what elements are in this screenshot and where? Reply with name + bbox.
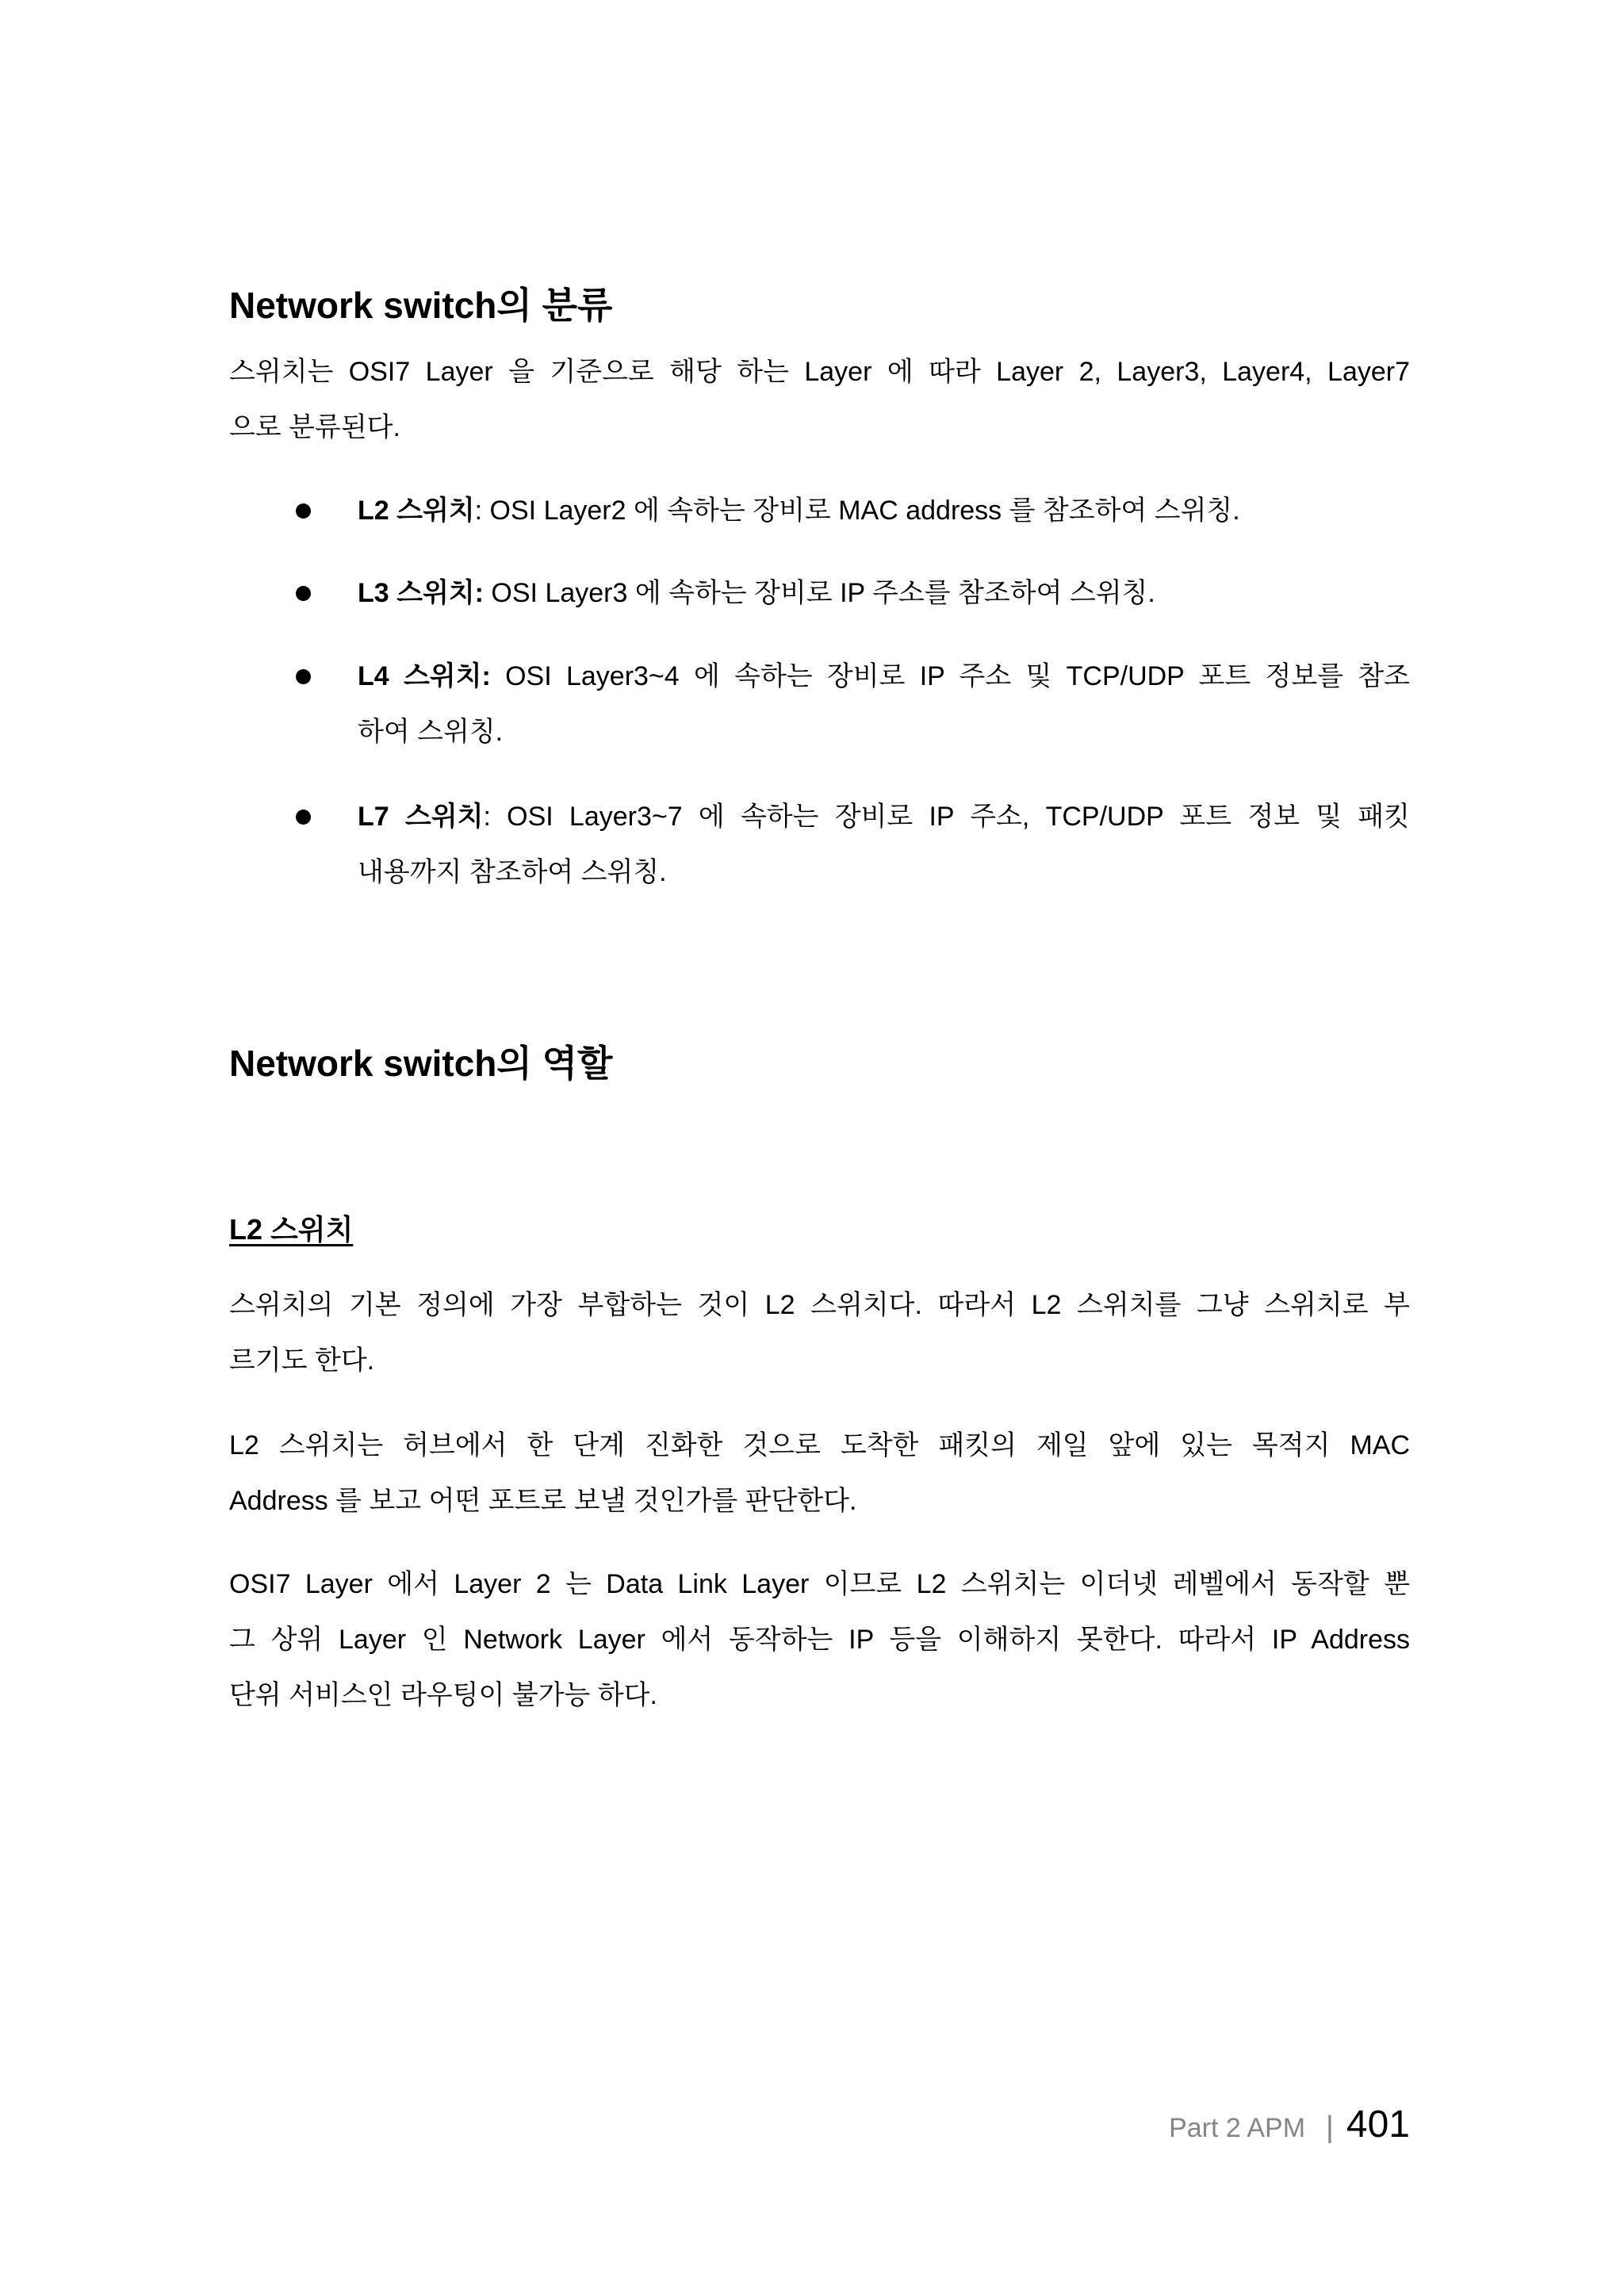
page-footer [1169,2106,1410,2144]
bullet-text: : OSI Layer3~7 에 속하는 장비로 IP 주소, TCP/UDP 포트 정보 및 패킷 [483,802,1411,832]
bullet-line [358,789,1410,844]
paragraph-line: 스위치는 OSI7 Layer 을 기준으로 해당 하는 Layer 에 따라 Layer 2, Layer3, Layer4, Layer7 [229,357,1410,387]
page-number: 401 [1346,2104,1410,2146]
bullet-item-l3 [358,565,1410,621]
bullet-text: OSI Layer3 에 속하는 장비로 IP 주소를 참조하여 스위칭. [483,578,1155,608]
paragraph-line: 단위 서비스인 라우팅이 불가능 하다. [229,1680,657,1710]
paragraph-line: L2 스위치는 허브에서 한 단계 진화한 것으로 도착한 패킷의 제일 앞에 있는 목적지 MAC [229,1430,1410,1460]
subheading-l2-switch: L2 스위치 [229,1213,354,1246]
bullet-icon [296,810,311,825]
footer-separator: | [1326,2111,1334,2144]
bullet-label: L2 스위치 [358,496,475,526]
bullet-icon [296,586,311,601]
body-paragraph [229,1556,1410,1723]
body-paragraph [229,1418,1410,1529]
bullet-item-l4 [358,649,1410,760]
paragraph-line: 르기도 한다. [229,1346,375,1376]
bullet-text: : OSI Layer2 에 속하는 장비로 MAC address 를 참조하여 스위칭. [474,496,1240,526]
paragraph-line: Address 를 보고 어떤 포트로 보낼 것인가를 판단한다. [229,1486,857,1516]
paragraph-line: 스위치의 기본 정의에 가장 부합하는 것이 L2 스위치다. 따라서 L2 스위치를 그냥 스위치로 부 [229,1290,1410,1320]
bullet-line [358,483,1410,538]
bullet-label: L3 스위치: [358,578,484,608]
bullet-line [358,649,1410,704]
paragraph-line: OSI7 Layer 에서 Layer 2 는 Data Link Layer 이므로 L2 스위치는 이더넷 레벨에서 동작할 뿐 [229,1569,1410,1599]
bullet-line: 하여 스위칭. [358,717,504,747]
paragraph-line: 으로 분류된다. [229,412,400,442]
bullet-icon [296,669,311,684]
bullet-line: 내용까지 참조하여 스위칭. [358,857,667,887]
footer-part-label: Part 2 APM [1169,2113,1306,2143]
body-paragraph [229,1277,1410,1388]
bullet-text: OSI Layer3~4 에 속하는 장비로 IP 주소 및 TCP/UDP 포트 정보를 참조 [490,661,1411,691]
bullet-item-l2 [358,483,1410,538]
section-heading-classification: Network switch의 분류 [229,285,613,326]
paragraph-line: 그 상위 Layer 인 Network Layer 에서 동작하는 IP 등을 이해하지 못한다. 따라서 IP Address [229,1625,1410,1655]
section-heading-role: Network switch의 역할 [229,1043,613,1084]
intro-paragraph [229,344,1410,455]
bullet-item-l7 [358,789,1410,900]
bullet-line [358,565,1410,621]
bullet-icon [296,503,311,519]
bullet-label: L7 스위치 [358,802,484,832]
bullet-label: L4 스위치: [358,661,491,691]
